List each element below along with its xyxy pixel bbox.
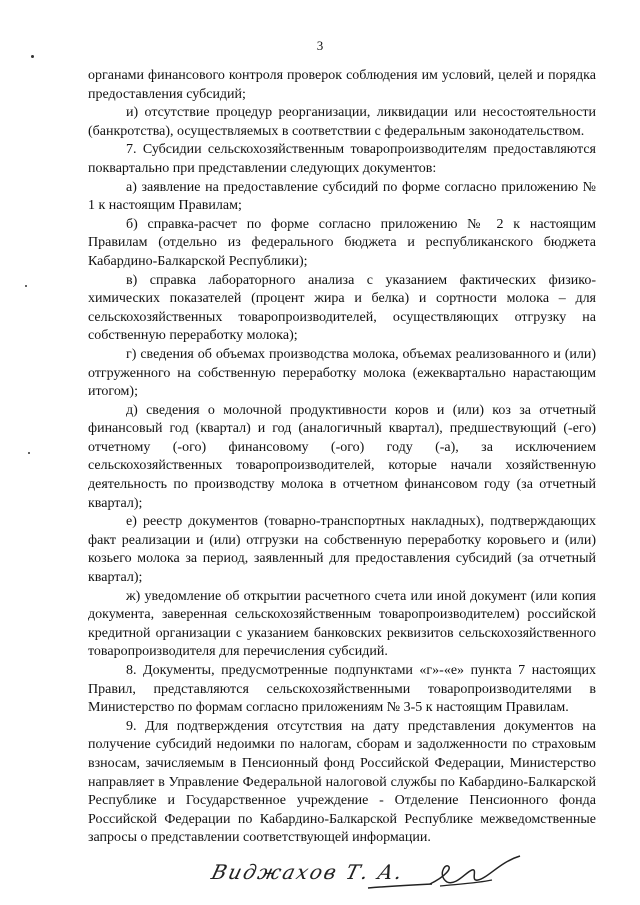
signature-image [0,850,640,900]
paragraph-item-a: а) заявление на предоставление субсидий по форме согласно приложению № 1 к настоящим Правилам; [88,179,596,214]
paragraph-item-i: и) отсутствие процедур реорганизации, ликвидации или несостоятельности (банкротства), осуществляемых в соответствии с федеральным законодательством. [88,105,596,139]
paragraph-9: 9. Для подтверждения отсутствия на дату представления документов на получение субсидий недоимки по налогам, сборам и задолженности по страховым взносам, зачисляемым в Пенсионный фонд Российской Федерации, Министерство направляет в Управление Федеральной налоговой службы по Кабардино-Балкарской Республике и Государственное учреждение - Отделение Пенсионного фонда Российской Федерации по Кабардино-Балкарской Республике межведомственные запросы о представлении соответствующей информации. [88,718,596,846]
paragraph-item-e: е) реестр документов (товарно-транспортных накладных), подтверждающих факт реализации и (или) отгрузки на собственную переработку коровьего и (или) козьего молока за период, заявленный для предоставления субсидий (за отчетный квартал); [88,514,596,586]
page-number: 3 [316,38,324,53]
paragraph-item-zh: ж) уведомление об открытии расчетного счета или иной документ (или копия документа, заверенная сельскохозяйственным товаропроизводителем) российской кредитной организации с указанием банковских реквизитов сельскохозяйственного товаропроизводителя для перечисления субсидий. [88,588,596,660]
scan-speck [31,55,34,58]
scan-speck [28,452,30,454]
document-body [88,67,596,848]
paragraph-8: 8. Документы, предусмотренные подпунктами «г»-«е» пункта 7 настоящих Правил, представляются сельскохозяйственными товаропроизводителями в Министерство по формам согласно приложениям № 3-5 к настоящим Правилам. [88,663,596,716]
paragraph-continuation: органами финансового контроля проверок соблюдения им условий, целей и порядка предоставления субсидий; [88,68,596,102]
paragraph-item-g: г) сведения об объемах производства молока, объемах реализованного и (или) отгруженного на собственную переработку молока (ежеквартально нарастающим итогом); [88,346,596,400]
paragraph-item-v: в) справка лабораторного анализа с указанием фактических физико-химических показателей (процент жира и белка) и сортности молока – для сельскохозяйственных товаропроизводителей, осуществляющих отгрузку на собственную переработку молока); [88,272,596,344]
paragraph-item-d: д) сведения о молочной продуктивности коров и (или) коз за отчетный финансовый год (квартал) и год (аналогичный квартал), предшествующий (-его) отчетному (-ого) финансовому (-ого) году (-а), за исключением сельскохозяйственных товаропроизводителей, которые начали хозяйственную деятельность по производству молока в отчетном финансовом году (за отчетный квартал); [88,402,596,511]
scan-speck [25,285,27,287]
handwritten-name: Виджахов Т. А. [209,860,407,884]
paragraph-item-b: б) справка-расчет по форме согласно приложению № 2 к настоящим Правилам (отдельно из федерального бюджета и республиканского бюджета Кабардино-Балкарской Республики); [88,216,596,269]
paragraph-7: 7. Субсидии сельскохозяйственным товаропроизводителям предоставляются поквартально при представлении следующих документов: [88,142,596,176]
